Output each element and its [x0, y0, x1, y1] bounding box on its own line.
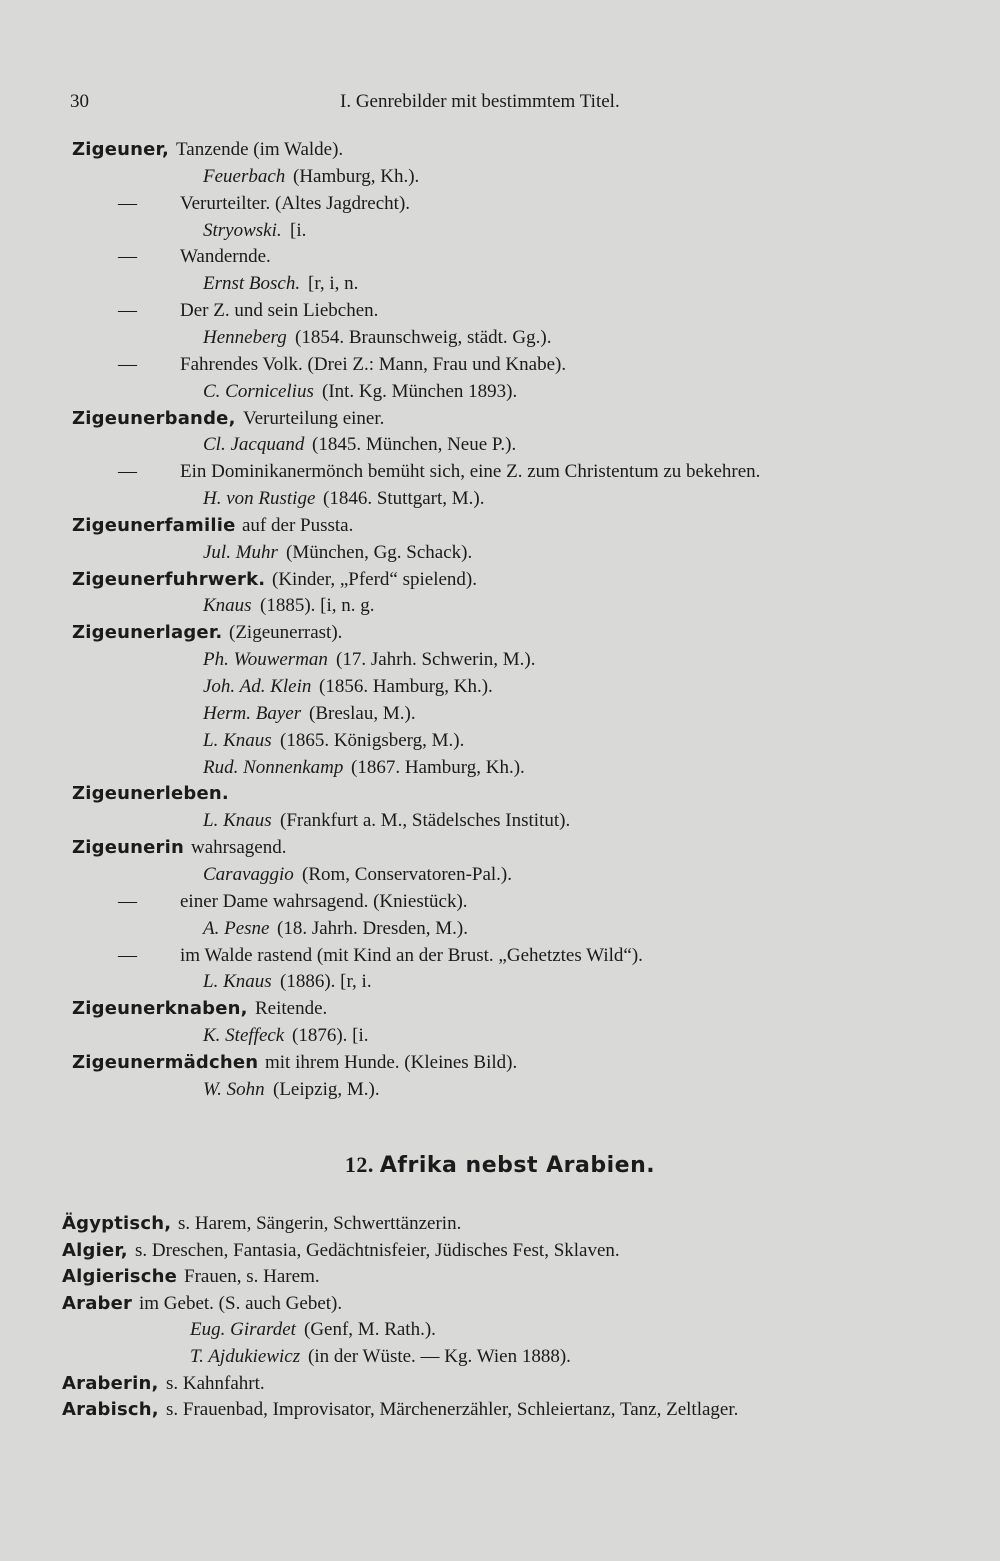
index-entry	[0, 1022, 1000, 1050]
index-entry	[0, 297, 1000, 325]
entry-text: s. Frauenbad, Improvisator, Märchenerzähler, Schleiertanz, Tanz, Zeltlager.	[166, 1399, 739, 1421]
index-entry	[0, 888, 1000, 916]
artwork-location: (1846. Stuttgart, M.).	[323, 488, 485, 510]
artwork-location: (Int. Kg. München 1893).	[322, 380, 518, 402]
artwork-location: (1886). [r, i.	[280, 971, 372, 993]
entry-keyword: Algier,	[62, 1239, 128, 1261]
entry-text: s. Kahnfahrt.	[166, 1372, 265, 1394]
entry-keyword: Araber	[62, 1292, 133, 1314]
artist-name: K. Steffeck	[203, 1025, 285, 1047]
artwork-location: (Breslau, M.).	[309, 702, 416, 724]
artist-name: Eug. Girardet	[190, 1319, 296, 1341]
artist-name: Joh. Ad. Klein	[203, 676, 312, 697]
artwork-location: (Frankfurt a. M., Städelsches Institut).	[280, 810, 571, 832]
index-entry	[0, 1263, 1000, 1291]
index-entry	[0, 136, 1000, 164]
artist-name: L. Knaus	[203, 971, 272, 993]
index-entry	[0, 539, 1000, 567]
index-entry	[0, 1210, 1000, 1238]
running-header	[0, 88, 1000, 116]
artwork-location: (17. Jahrh. Schwerin, M.).	[336, 649, 536, 671]
index-entry	[0, 1343, 1000, 1371]
index-entry	[0, 1049, 1000, 1077]
index-entry	[0, 834, 1000, 862]
entry-text: (Zigeunerrast).	[229, 622, 343, 644]
ditto-dash: —	[118, 300, 137, 322]
index-entry	[0, 351, 1000, 379]
artist-name: Cl. Jacquand	[203, 434, 305, 456]
page-number: 30	[70, 91, 89, 112]
index-entry	[0, 646, 1000, 674]
index-entry	[0, 243, 1000, 271]
entry-keyword: Zigeunermädchen	[72, 1051, 259, 1073]
entry-text: Verurteilter. (Altes Jagdrecht).	[180, 192, 411, 214]
index-entry	[0, 217, 1000, 245]
index-entry	[0, 1290, 1000, 1318]
index-entry	[0, 995, 1000, 1023]
entry-keyword: Zigeunerbande,	[72, 407, 236, 429]
entry-text: Ein Dominikanermönch bemüht sich, eine Z. zum Christentum zu bekehren.	[180, 461, 761, 483]
index-entry	[0, 1076, 1000, 1104]
entry-text: Tanzende (im Walde).	[176, 139, 344, 160]
index-entry	[0, 566, 1000, 594]
artwork-location: [r, i, n.	[308, 273, 359, 295]
index-entry	[0, 270, 1000, 298]
entry-text: s. Dreschen, Fantasia, Gedächtnisfeier, Jüdisches Fest, Sklaven.	[135, 1239, 620, 1261]
artwork-location: (1856. Hamburg, Kh.).	[319, 676, 493, 697]
index-entry	[0, 700, 1000, 728]
artwork-location: (1885). [i, n. g.	[260, 595, 375, 617]
section-title: Afrika nebst Arabien.	[379, 1153, 656, 1178]
index-entry	[0, 1370, 1000, 1398]
entry-keyword: Zigeunerin	[72, 837, 185, 859]
entry-keyword: Algierische	[62, 1266, 178, 1288]
artwork-location: [i.	[290, 219, 307, 241]
entry-text: Verurteilung einer.	[243, 407, 385, 429]
artist-name: Caravaggio	[203, 863, 294, 885]
index-entry	[0, 1237, 1000, 1265]
section-number: 12.	[344, 1152, 374, 1177]
section-heading	[0, 1152, 1000, 1178]
entry-text: Fahrendes Volk. (Drei Z.: Mann, Frau und Knabe).	[180, 353, 567, 375]
artwork-location: (Leipzig, M.).	[273, 1078, 380, 1100]
index-entry	[0, 861, 1000, 889]
entry-keyword: Ägyptisch,	[62, 1213, 172, 1234]
index-entry	[0, 754, 1000, 782]
artist-name: C. Cornicelius	[203, 380, 314, 402]
ditto-dash: —	[118, 461, 137, 483]
artwork-location: (18. Jahrh. Dresden, M.).	[277, 917, 469, 939]
entry-keyword: Araberin,	[62, 1372, 159, 1394]
artist-name: T. Ajdukiewicz	[190, 1346, 301, 1367]
artist-name: H. von Rustige	[203, 488, 316, 510]
entry-keyword: Arabisch,	[62, 1399, 159, 1421]
artwork-location: (Genf, M. Rath.).	[304, 1319, 436, 1341]
entry-text: (Kinder, „Pferd“ spielend).	[272, 568, 477, 590]
artist-name: Rud. Nonnenkamp	[203, 756, 344, 778]
ditto-dash: —	[118, 246, 137, 268]
artist-name: Jul. Muhr	[203, 541, 278, 563]
artwork-location: (in der Wüste. — Kg. Wien 1888).	[308, 1346, 571, 1367]
entry-text: im Walde rastend (mit Kind an der Brust. „Gehetztes Wild“).	[180, 944, 643, 966]
artist-name: Ernst Bosch.	[203, 273, 301, 295]
artist-name: Herm. Bayer	[203, 702, 302, 724]
index-entry	[0, 942, 1000, 970]
index-entry	[0, 1396, 1000, 1424]
entry-text: wahrsagend.	[191, 837, 287, 859]
index-entry	[0, 485, 1000, 513]
entry-keyword: Zigeunerlager.	[72, 622, 223, 644]
ditto-dash: —	[118, 353, 137, 375]
index-entry	[0, 1316, 1000, 1344]
running-title: I. Genrebilder mit bestimmtem Titel.	[340, 91, 620, 112]
artwork-location: (1867. Hamburg, Kh.).	[351, 756, 525, 778]
index-entry	[0, 190, 1000, 218]
artwork-location: (Hamburg, Kh.).	[293, 165, 420, 187]
index-entry	[0, 512, 1000, 540]
ditto-dash: —	[118, 890, 137, 912]
entry-text: im Gebet. (S. auch Gebet).	[139, 1292, 343, 1314]
index-entry	[0, 405, 1000, 433]
index-entry	[0, 807, 1000, 835]
artist-name: Knaus	[203, 595, 252, 617]
artwork-location: (1845. München, Neue P.).	[312, 434, 517, 456]
artist-name: Stryowski.	[203, 219, 282, 241]
entry-keyword: Zigeunerknaben,	[72, 998, 248, 1020]
entry-keyword: Zigeunerleben.	[72, 783, 229, 805]
entry-text: Der Z. und sein Liebchen.	[180, 300, 379, 322]
artwork-location: (1876). [i.	[292, 1025, 369, 1047]
index-entry	[0, 780, 1000, 808]
index-entry	[0, 968, 1000, 996]
entry-text: Reitende.	[255, 998, 328, 1020]
entry-text: s. Harem, Sängerin, Schwerttänzerin.	[178, 1213, 462, 1234]
artist-name: Ph. Wouwerman	[203, 649, 328, 671]
index-entry	[0, 458, 1000, 486]
artwork-location: (1865. Königsberg, M.).	[280, 729, 465, 751]
ditto-dash: —	[118, 192, 137, 214]
entry-text: Wandernde.	[180, 246, 271, 268]
entry-keyword: Zigeunerfamilie	[72, 514, 236, 536]
index-entry	[0, 727, 1000, 755]
index-entry	[0, 619, 1000, 647]
artwork-location: (1854. Braunschweig, städt. Gg.).	[295, 326, 552, 348]
index-entry	[0, 324, 1000, 352]
entry-keyword: Zigeuner,	[72, 139, 170, 160]
artist-name: Feuerbach	[203, 165, 286, 187]
ditto-dash: —	[118, 944, 137, 966]
artist-name: A. Pesne	[203, 917, 270, 939]
artist-name: Henneberg	[203, 326, 287, 348]
artist-name: L. Knaus	[203, 810, 272, 832]
artwork-location: (München, Gg. Schack).	[286, 541, 473, 563]
entry-text: einer Dame wahrsagend. (Kniestück).	[180, 890, 468, 912]
entry-text: Frauen, s. Harem.	[184, 1266, 320, 1288]
artist-name: W. Sohn	[203, 1078, 265, 1100]
entry-keyword: Zigeunerfuhrwerk.	[72, 568, 266, 590]
entry-text: mit ihrem Hunde. (Kleines Bild).	[265, 1051, 518, 1073]
entry-text: auf der Pussta.	[242, 514, 354, 536]
index-entry	[0, 915, 1000, 943]
index-entry	[0, 431, 1000, 459]
artwork-location: (Rom, Conservatoren-Pal.).	[302, 863, 513, 885]
index-entry	[0, 592, 1000, 620]
index-entry	[0, 378, 1000, 406]
index-entry	[0, 673, 1000, 701]
artist-name: L. Knaus	[203, 729, 272, 751]
index-entry	[0, 163, 1000, 191]
